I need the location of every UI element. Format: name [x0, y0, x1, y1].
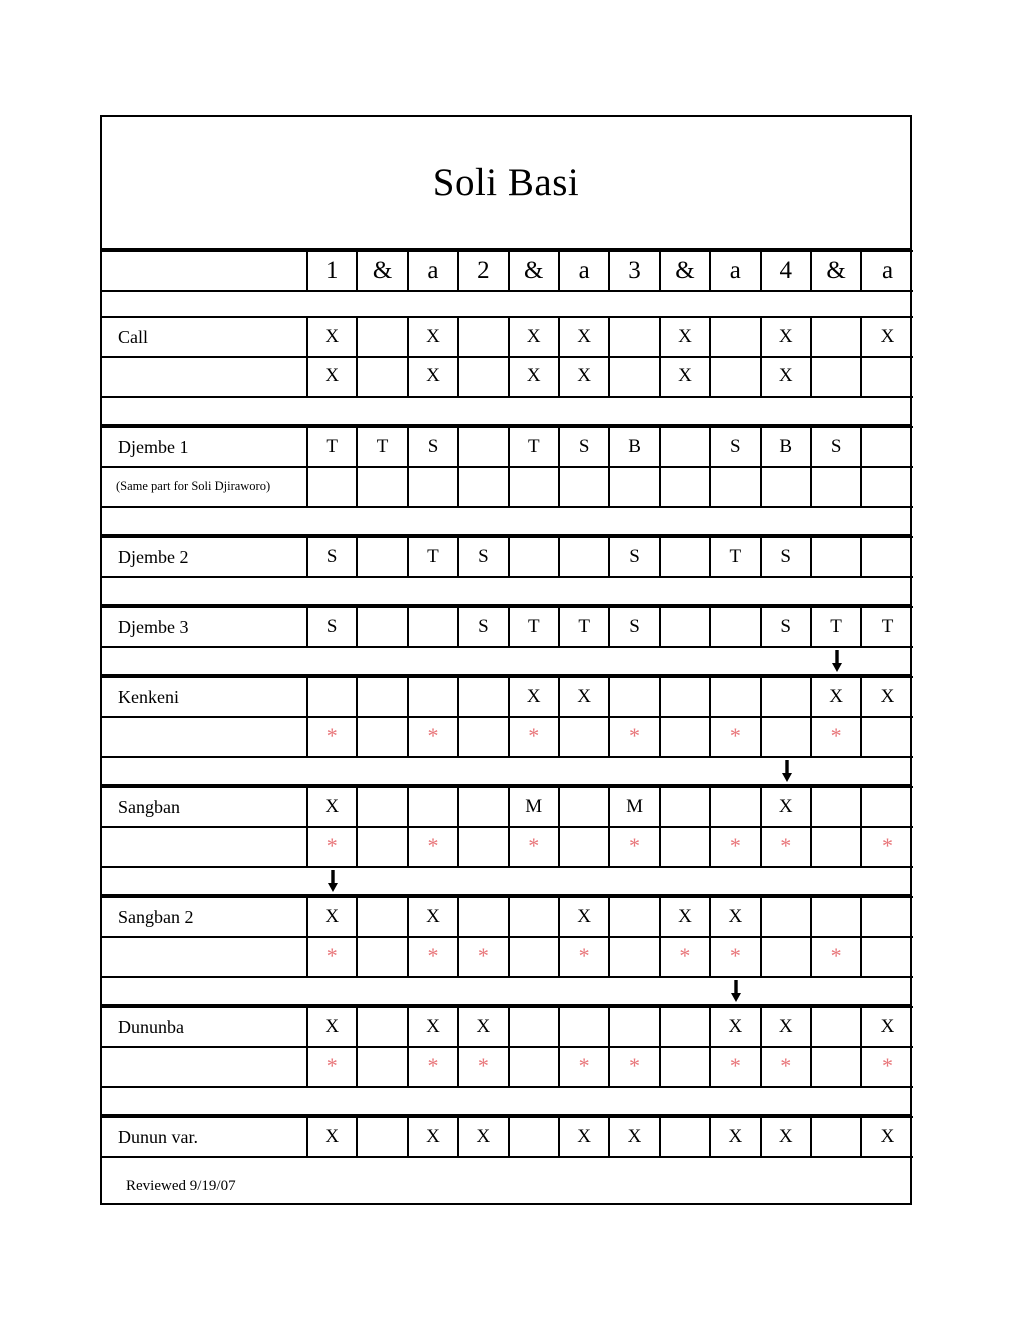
bell-hit-marker: *	[427, 943, 439, 968]
bell-hit-marker: *	[830, 723, 842, 748]
note-cell	[711, 676, 761, 718]
beat-count-cell: a	[560, 250, 610, 292]
note-cell: X	[560, 356, 610, 398]
note-cell: T	[510, 606, 560, 648]
note-cell	[711, 786, 761, 828]
spacer-row	[102, 396, 910, 426]
part-row-dunun-var	[102, 1116, 910, 1158]
note-cell	[459, 316, 509, 358]
note-cell	[308, 466, 358, 508]
bell-cell	[812, 716, 862, 758]
beat-count-cell: 4	[762, 250, 812, 292]
note-cell	[358, 536, 408, 578]
note-cell: X	[308, 896, 358, 938]
bell-hit-marker: *	[427, 833, 439, 858]
bell-hit-marker: *	[326, 723, 338, 748]
note-cell	[661, 1006, 711, 1048]
beat-count-cell: &	[510, 250, 560, 292]
note-cell	[560, 466, 610, 508]
part-row-djembe-1	[102, 426, 910, 468]
note-cell	[661, 676, 711, 718]
bell-hit-marker: *	[578, 1053, 590, 1078]
note-cell	[711, 316, 761, 358]
bell-hit-marker: *	[326, 833, 338, 858]
note-cell: X	[762, 1006, 812, 1048]
note-cell	[812, 316, 862, 358]
note-cell	[358, 356, 408, 398]
down-arrow-icon	[830, 650, 844, 672]
note-cell: X	[812, 676, 862, 718]
bell-cell	[661, 1046, 711, 1088]
note-cell	[510, 466, 560, 508]
part-sublabel-sangban	[102, 826, 308, 868]
bell-cell	[862, 1046, 912, 1088]
note-cell	[862, 536, 912, 578]
note-cell: X	[610, 1116, 660, 1158]
bell-hit-marker: *	[326, 943, 338, 968]
bell-cell	[812, 826, 862, 868]
note-cell	[358, 316, 408, 358]
bell-cell	[308, 716, 358, 758]
note-cell	[812, 1116, 862, 1158]
note-cell	[459, 466, 509, 508]
part-row-sangban-2	[102, 936, 910, 978]
note-cell	[812, 1006, 862, 1048]
note-cell	[812, 536, 862, 578]
beat-count-cell: a	[862, 250, 912, 292]
part-sublabel-djembe-1: (Same part for Soli Djiraworo)	[102, 466, 308, 508]
part-row-kenkeni	[102, 716, 910, 758]
part-row-call	[102, 316, 910, 358]
bell-cell	[711, 826, 761, 868]
bell-cell	[358, 936, 408, 978]
note-cell: X	[560, 676, 610, 718]
title-block	[102, 117, 910, 250]
down-arrow-icon	[729, 980, 743, 1002]
note-cell: X	[308, 1116, 358, 1158]
note-cell: X	[711, 1006, 761, 1048]
bell-hit-marker: *	[477, 1053, 489, 1078]
note-cell: S	[560, 426, 610, 468]
bell-cell	[711, 1046, 761, 1088]
bell-hit-marker: *	[729, 723, 741, 748]
note-cell: B	[610, 426, 660, 468]
note-cell	[711, 606, 761, 648]
bell-cell	[510, 1046, 560, 1088]
bell-cell	[661, 936, 711, 978]
note-cell: X	[409, 896, 459, 938]
note-cell: X	[560, 316, 610, 358]
note-cell	[308, 676, 358, 718]
note-cell: X	[862, 1006, 912, 1048]
note-cell: X	[762, 1116, 812, 1158]
bell-cell	[762, 1046, 812, 1088]
note-cell	[711, 356, 761, 398]
spacer-row	[102, 976, 910, 1006]
part-label-djembe-1: Djembe 1	[102, 426, 308, 468]
note-cell	[409, 466, 459, 508]
bell-hit-marker: *	[729, 1053, 741, 1078]
note-cell	[510, 896, 560, 938]
bell-cell	[610, 936, 660, 978]
bell-cell	[510, 936, 560, 978]
bell-cell	[560, 936, 610, 978]
note-cell	[862, 786, 912, 828]
note-cell: X	[560, 1116, 610, 1158]
bell-cell	[459, 716, 509, 758]
bell-cell	[358, 716, 408, 758]
bell-cell	[308, 826, 358, 868]
bell-hit-marker: *	[528, 833, 540, 858]
note-cell	[560, 536, 610, 578]
part-label-sangban-2: Sangban 2	[102, 896, 308, 938]
note-cell	[610, 466, 660, 508]
note-cell: T	[711, 536, 761, 578]
bell-hit-marker: *	[629, 833, 641, 858]
bell-cell	[358, 1046, 408, 1088]
bell-hit-marker: *	[780, 833, 792, 858]
part-row-dununba	[102, 1046, 910, 1088]
note-cell	[409, 606, 459, 648]
note-cell: T	[510, 426, 560, 468]
part-label-dunun-var: Dunun var.	[102, 1116, 308, 1158]
note-cell	[711, 466, 761, 508]
note-cell	[661, 786, 711, 828]
note-cell: S	[409, 426, 459, 468]
part-row-djembe-3	[102, 606, 910, 648]
note-cell	[560, 786, 610, 828]
note-cell: S	[610, 606, 660, 648]
bell-cell	[862, 826, 912, 868]
note-cell: X	[459, 1006, 509, 1048]
beat-count-cell: &	[358, 250, 408, 292]
bell-cell	[812, 936, 862, 978]
bell-hit-marker: *	[881, 833, 893, 858]
page-title: Soli Basi	[432, 161, 580, 204]
bell-hit-marker: *	[477, 943, 489, 968]
bell-cell	[862, 936, 912, 978]
note-cell: X	[308, 356, 358, 398]
bell-cell	[409, 936, 459, 978]
bell-cell	[409, 826, 459, 868]
note-cell: X	[661, 316, 711, 358]
note-cell: X	[711, 896, 761, 938]
part-label-djembe-3: Djembe 3	[102, 606, 308, 648]
note-cell	[812, 896, 862, 938]
part-sublabel-dununba	[102, 1046, 308, 1088]
beat-count-cell: 2	[459, 250, 509, 292]
score-body	[102, 250, 910, 1158]
bell-cell	[560, 716, 610, 758]
footer-note: Reviewed 9/19/07	[102, 1156, 910, 1214]
note-cell: X	[409, 1116, 459, 1158]
note-cell: S	[711, 426, 761, 468]
bell-hit-marker: *	[528, 723, 540, 748]
bell-cell	[711, 936, 761, 978]
bell-cell	[610, 716, 660, 758]
bell-cell	[762, 716, 812, 758]
bell-cell	[510, 716, 560, 758]
part-row-djembe-2	[102, 536, 910, 578]
part-label-djembe-2: Djembe 2	[102, 536, 308, 578]
note-cell: S	[610, 536, 660, 578]
note-cell: X	[862, 1116, 912, 1158]
note-cell: S	[459, 536, 509, 578]
part-label-dununba: Dununba	[102, 1006, 308, 1048]
note-cell: X	[308, 1006, 358, 1048]
beat-count-cell: a	[409, 250, 459, 292]
beat-count-cell: a	[711, 250, 761, 292]
note-cell	[862, 356, 912, 398]
note-cell: M	[610, 786, 660, 828]
bell-hit-marker: *	[729, 833, 741, 858]
bell-hit-marker: *	[427, 1053, 439, 1078]
note-cell: S	[812, 426, 862, 468]
bell-hit-marker: *	[729, 943, 741, 968]
note-cell: X	[510, 676, 560, 718]
part-label-kenkeni: Kenkeni	[102, 676, 308, 718]
note-cell: X	[862, 316, 912, 358]
part-sublabel-kenkeni	[102, 716, 308, 758]
note-cell	[459, 356, 509, 398]
bell-hit-marker: *	[326, 1053, 338, 1078]
bell-cell	[762, 936, 812, 978]
note-cell	[459, 426, 509, 468]
note-cell: X	[560, 896, 610, 938]
beat-header-row	[102, 250, 910, 292]
note-cell	[358, 1116, 408, 1158]
beat-count-cell: 3	[610, 250, 660, 292]
note-cell	[358, 896, 408, 938]
note-cell: S	[762, 606, 812, 648]
bell-cell	[510, 826, 560, 868]
part-sublabel-sangban-2	[102, 936, 308, 978]
note-cell	[459, 896, 509, 938]
bell-cell	[560, 826, 610, 868]
note-cell: X	[308, 786, 358, 828]
note-cell: S	[762, 536, 812, 578]
note-cell: S	[308, 536, 358, 578]
note-cell	[610, 316, 660, 358]
note-cell	[862, 426, 912, 468]
note-cell: X	[459, 1116, 509, 1158]
part-row-sangban-2	[102, 896, 910, 938]
note-cell: X	[711, 1116, 761, 1158]
note-cell	[409, 676, 459, 718]
bell-cell	[610, 1046, 660, 1088]
note-cell: X	[762, 786, 812, 828]
bell-hit-marker: *	[679, 943, 691, 968]
note-cell: T	[409, 536, 459, 578]
note-cell: T	[560, 606, 610, 648]
beat-count-cell: &	[812, 250, 862, 292]
note-cell	[762, 896, 812, 938]
bell-cell	[862, 716, 912, 758]
note-cell	[560, 1006, 610, 1048]
part-label-sangban: Sangban	[102, 786, 308, 828]
note-cell: X	[762, 356, 812, 398]
bell-cell	[661, 716, 711, 758]
beat-count-cell: &	[661, 250, 711, 292]
spacer-row	[102, 576, 910, 606]
note-cell: S	[459, 606, 509, 648]
note-cell	[762, 466, 812, 508]
score-sheet	[100, 115, 912, 1205]
part-row-sangban	[102, 826, 910, 868]
bell-cell	[358, 826, 408, 868]
note-cell	[812, 466, 862, 508]
note-cell	[358, 676, 408, 718]
note-cell	[610, 356, 660, 398]
note-cell: X	[762, 316, 812, 358]
note-cell	[661, 536, 711, 578]
bell-cell	[409, 1046, 459, 1088]
note-cell	[358, 1006, 408, 1048]
note-cell	[358, 466, 408, 508]
note-cell: X	[308, 316, 358, 358]
down-arrow-icon	[326, 870, 340, 892]
note-cell	[459, 676, 509, 718]
note-cell	[661, 606, 711, 648]
bell-hit-marker: *	[780, 1053, 792, 1078]
note-cell	[610, 1006, 660, 1048]
spacer-row	[102, 646, 910, 676]
note-cell	[510, 1006, 560, 1048]
note-cell	[510, 536, 560, 578]
note-cell	[510, 1116, 560, 1158]
part-row-sangban	[102, 786, 910, 828]
note-cell	[661, 466, 711, 508]
bell-cell	[459, 936, 509, 978]
bell-cell	[812, 1046, 862, 1088]
bell-cell	[661, 826, 711, 868]
spacer-row	[102, 506, 910, 536]
note-cell: X	[661, 356, 711, 398]
note-cell	[862, 896, 912, 938]
part-row-dununba	[102, 1006, 910, 1048]
bell-cell	[308, 1046, 358, 1088]
bell-cell	[459, 826, 509, 868]
note-cell: M	[510, 786, 560, 828]
note-cell	[812, 356, 862, 398]
bell-cell	[610, 826, 660, 868]
note-cell	[661, 1116, 711, 1158]
note-cell	[358, 786, 408, 828]
beat-count-cell: 1	[308, 250, 358, 292]
note-cell: T	[812, 606, 862, 648]
note-cell	[459, 786, 509, 828]
bell-hit-marker: *	[629, 1053, 641, 1078]
note-cell: X	[409, 356, 459, 398]
note-cell: X	[510, 356, 560, 398]
note-cell: X	[510, 316, 560, 358]
note-cell	[661, 426, 711, 468]
beat-header-label	[102, 250, 308, 292]
note-cell: T	[358, 426, 408, 468]
down-arrow-icon	[780, 760, 794, 782]
note-cell: X	[862, 676, 912, 718]
note-cell	[409, 786, 459, 828]
spacer-row	[102, 756, 910, 786]
bell-cell	[459, 1046, 509, 1088]
bell-hit-marker: *	[629, 723, 641, 748]
note-cell: X	[661, 896, 711, 938]
bell-cell	[711, 716, 761, 758]
part-row-call	[102, 356, 910, 398]
bell-cell	[308, 936, 358, 978]
note-cell: T	[308, 426, 358, 468]
bell-cell	[762, 826, 812, 868]
note-cell: B	[762, 426, 812, 468]
part-sublabel-call	[102, 356, 308, 398]
part-row-kenkeni	[102, 676, 910, 718]
note-cell: X	[409, 1006, 459, 1048]
note-cell	[610, 676, 660, 718]
spacer-row	[102, 1086, 910, 1116]
bell-hit-marker: *	[578, 943, 590, 968]
bell-hit-marker: *	[427, 723, 439, 748]
note-cell	[812, 786, 862, 828]
bell-hit-marker: *	[881, 1053, 893, 1078]
note-cell	[610, 896, 660, 938]
bell-hit-marker: *	[830, 943, 842, 968]
note-cell: X	[409, 316, 459, 358]
spacer-row	[102, 290, 910, 316]
note-cell: T	[862, 606, 912, 648]
note-cell	[762, 676, 812, 718]
part-label-call: Call	[102, 316, 308, 358]
spacer-row	[102, 866, 910, 896]
bell-cell	[560, 1046, 610, 1088]
note-cell: S	[308, 606, 358, 648]
part-row-djembe-1	[102, 466, 910, 508]
note-cell	[862, 466, 912, 508]
note-cell	[358, 606, 408, 648]
bell-cell	[409, 716, 459, 758]
